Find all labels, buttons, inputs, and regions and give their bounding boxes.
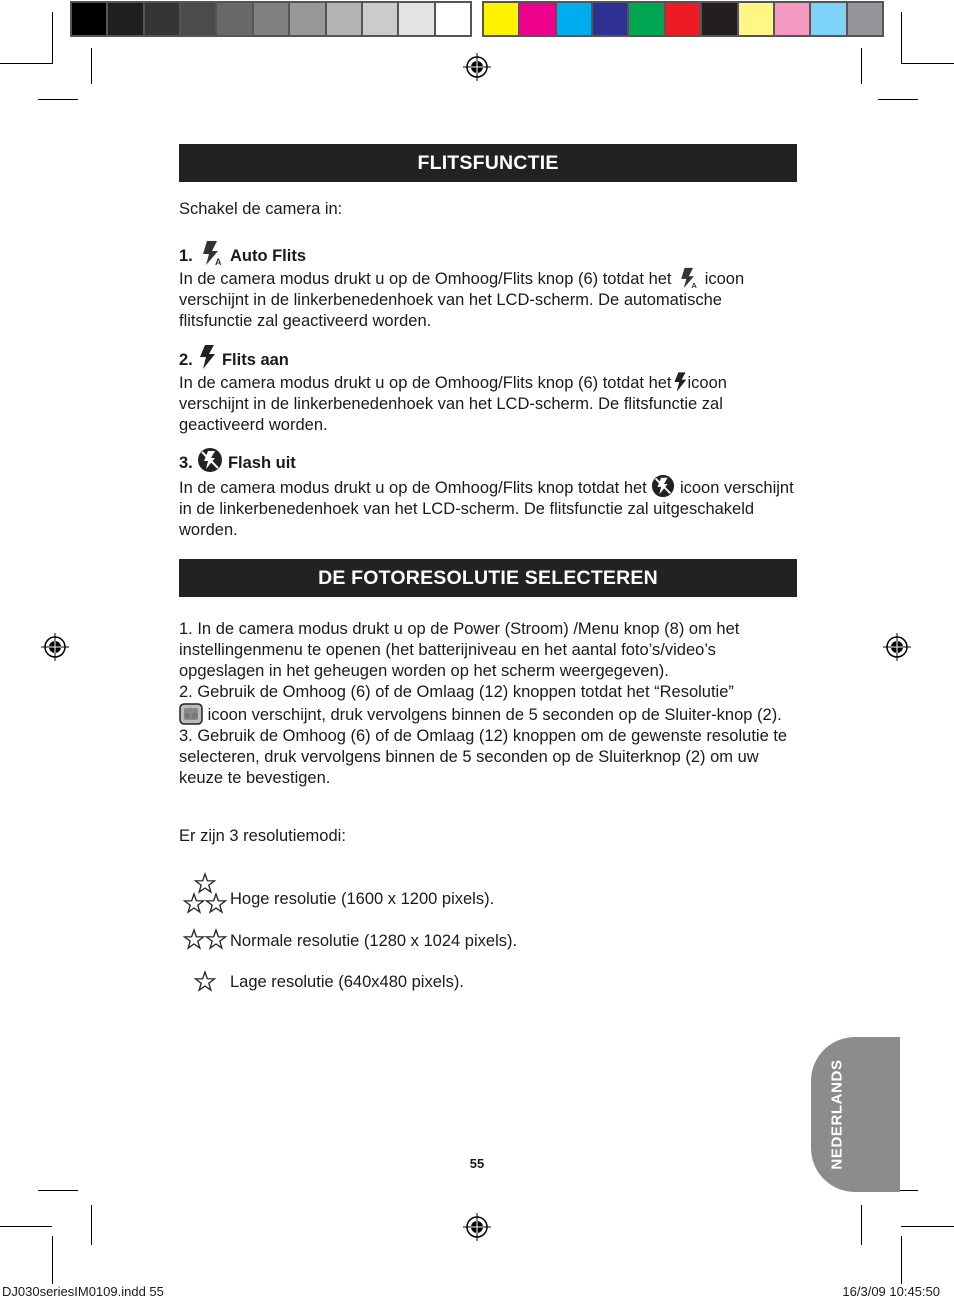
color-swatch bbox=[215, 3, 251, 35]
color-swatch bbox=[555, 3, 591, 35]
item-title: Flits aan bbox=[221, 351, 289, 369]
crop-mark bbox=[901, 63, 954, 64]
crop-mark bbox=[901, 1236, 902, 1284]
footer-filename: DJ030seriesIM0109.indd 55 bbox=[2, 1284, 164, 1299]
flash-on-icon bbox=[672, 371, 688, 393]
mode-normal: Normale resolutie (1280 x 1024 pixels). bbox=[230, 932, 518, 950]
svg-text:☆☆: ☆☆ bbox=[183, 711, 199, 720]
registration-mark-icon bbox=[40, 632, 70, 662]
step-1: 1. In de camera modus drukt u op de Power (Stroom) /Menu knop (8) om het instellingenmenu te openen (het batterijniveau en het aantal foto’s/video’s opgeslagen in het geheugen worden op het scherm weergegeven). bbox=[179, 620, 740, 680]
page-number: 55 bbox=[469, 1156, 485, 1171]
color-swatch bbox=[846, 3, 882, 35]
footer-timestamp: 16/3/09 10:45:50 bbox=[842, 1284, 940, 1299]
color-swatch bbox=[434, 3, 470, 35]
mode-low: Lage resolutie (640x480 pixels). bbox=[230, 973, 464, 991]
flash-item-off bbox=[179, 447, 799, 541]
registration-mark-icon bbox=[462, 52, 492, 82]
section-title: DE FOTORESOLUTIE SELECTEREN bbox=[318, 566, 658, 589]
color-swatch bbox=[106, 3, 142, 35]
color-swatch bbox=[484, 3, 518, 35]
resolution-steps bbox=[179, 619, 799, 789]
crop-mark bbox=[91, 1205, 92, 1245]
auto-flash-icon bbox=[197, 240, 225, 266]
crop-mark bbox=[52, 1236, 53, 1284]
crop-mark bbox=[0, 63, 52, 64]
three-stars-icon bbox=[182, 872, 228, 916]
grayscale-color-bar bbox=[70, 1, 472, 37]
crop-mark bbox=[0, 1226, 52, 1227]
color-swatch bbox=[664, 3, 700, 35]
item-heading bbox=[179, 344, 799, 371]
section-header-resolution bbox=[179, 559, 797, 597]
item-number: 3. bbox=[179, 454, 193, 472]
flash-item-auto bbox=[179, 240, 799, 332]
flash-item-on bbox=[179, 344, 799, 436]
color-swatch bbox=[627, 3, 663, 35]
svg-text:A: A bbox=[215, 257, 222, 266]
auto-flash-icon bbox=[676, 267, 700, 289]
color-swatch bbox=[252, 3, 288, 35]
flash-on-icon bbox=[197, 344, 217, 370]
svg-text:A: A bbox=[691, 281, 697, 289]
color-swatch bbox=[397, 3, 433, 35]
process-color-bar bbox=[482, 1, 884, 37]
flash-off-icon bbox=[651, 474, 675, 498]
color-swatch bbox=[518, 3, 554, 35]
item-body: In de camera modus drukt u op de Omhoog/Flits knop (6) totdat het icoon verschijnt in de linkerbenedenhoek van het LCD-scherm. De flitsfunctie zal geactiveerd worden. bbox=[179, 371, 799, 436]
item-title: Auto Flits bbox=[229, 247, 307, 265]
flash-off-icon bbox=[197, 447, 223, 473]
flash-intro: Schakel de camera in: bbox=[179, 200, 343, 218]
registration-mark-icon bbox=[462, 1212, 492, 1242]
item-body: In de camera modus drukt u op de Omhoog/Flits knop totdat het icoon verschijnt in de linkerbenedenhoek van het LCD-scherm. De flitsfunctie zal uitgeschakeld worden. bbox=[179, 474, 799, 541]
modes-intro: Er zijn 3 resolutiemodi: bbox=[179, 827, 346, 845]
crop-mark bbox=[91, 48, 92, 84]
color-swatch bbox=[700, 3, 736, 35]
language-tab-label: NEDERLANDS bbox=[828, 1059, 846, 1170]
resolution-icon bbox=[179, 703, 203, 725]
crop-mark bbox=[878, 99, 918, 100]
item-number: 1. bbox=[179, 247, 193, 265]
crop-mark bbox=[861, 48, 862, 84]
crop-mark bbox=[901, 1226, 954, 1227]
color-swatch bbox=[288, 3, 324, 35]
crop-mark bbox=[861, 1205, 862, 1245]
crop-mark bbox=[52, 12, 53, 64]
item-heading bbox=[179, 447, 799, 474]
step-2: 2. Gebruik de Omhoog (6) of de Omlaag (12) knoppen totdat het “Resolutie” ☆☆ icoon verschijnt, druk vervolgens binnen de 5 seconden op de Sluiter-knop (2). bbox=[179, 683, 782, 724]
color-swatch bbox=[72, 3, 106, 35]
item-body: In de camera modus drukt u op de Omhoog/Flits knop (6) totdat het A icoon verschijnt in de linkerbenedenhoek van het LCD-scherm. De automatische flitsfunctie zal geactiveerd worden. bbox=[179, 267, 799, 332]
crop-mark bbox=[38, 1190, 78, 1191]
color-swatch bbox=[773, 3, 809, 35]
color-swatch bbox=[809, 3, 845, 35]
color-swatch bbox=[591, 3, 627, 35]
crop-mark bbox=[38, 99, 78, 100]
crop-mark bbox=[901, 12, 902, 64]
color-swatch bbox=[361, 3, 397, 35]
one-star-icon bbox=[182, 970, 228, 994]
color-swatch bbox=[737, 3, 773, 35]
item-heading bbox=[179, 240, 799, 267]
item-number: 2. bbox=[179, 351, 193, 369]
registration-mark-icon bbox=[882, 632, 912, 662]
section-title: FLITSFUNCTIE bbox=[417, 151, 559, 174]
two-stars-icon bbox=[182, 928, 228, 952]
mode-high: Hoge resolutie (1600 x 1200 pixels). bbox=[230, 890, 495, 908]
step-3: 3. Gebruik de Omhoog (6) of de Omlaag (12) knoppen om de gewenste resolutie te selecteren, druk vervolgens binnen de 5 seconden op de Sluiterknop (2) om uw keuze te bevestigen. bbox=[179, 727, 788, 787]
color-swatch bbox=[143, 3, 179, 35]
item-title: Flash uit bbox=[227, 454, 296, 472]
section-header-flash bbox=[179, 144, 797, 182]
color-swatch bbox=[325, 3, 361, 35]
color-swatch bbox=[179, 3, 215, 35]
